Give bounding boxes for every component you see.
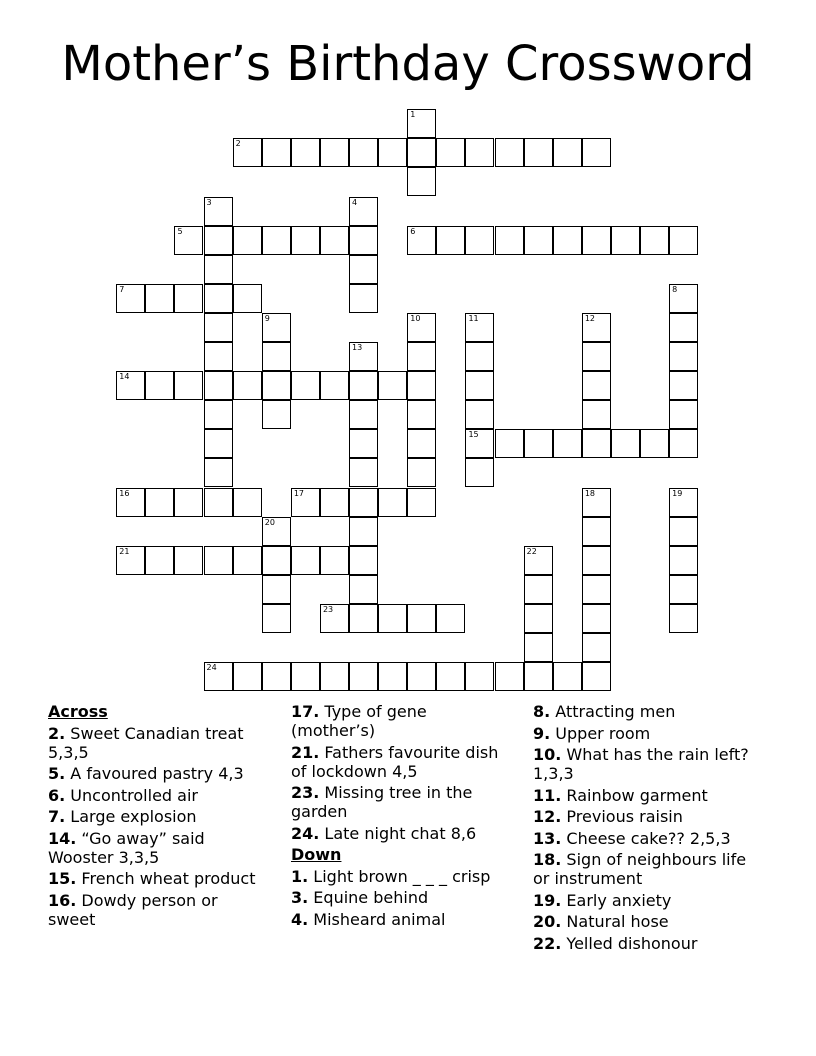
grid-cell[interactable] xyxy=(320,662,349,691)
grid-cell[interactable] xyxy=(349,662,378,691)
grid-cell[interactable] xyxy=(262,371,291,400)
clue-item xyxy=(533,745,763,783)
clue-item-text: A favoured pastry 4,3 xyxy=(65,764,244,783)
grid-cell[interactable] xyxy=(407,662,436,691)
grid-cell[interactable] xyxy=(204,488,233,517)
grid-cell[interactable] xyxy=(436,604,465,633)
grid-cell[interactable] xyxy=(582,662,611,691)
clue-item-text: Late night chat 8,6 xyxy=(319,823,477,843)
grid-cell[interactable] xyxy=(174,226,203,255)
grid-cell[interactable] xyxy=(407,371,436,400)
grid-cell[interactable] xyxy=(582,517,611,546)
clue-item-text: Attracting men xyxy=(550,702,676,721)
grid-cell[interactable] xyxy=(407,109,436,138)
grid-cell[interactable] xyxy=(524,546,553,575)
clue-item-text: Missing tree in the garden xyxy=(291,783,473,821)
clue-item-text: Cheese cake?? 2,5,3 xyxy=(561,828,731,848)
grid-cell[interactable] xyxy=(174,488,203,517)
grid-cell[interactable] xyxy=(349,284,378,313)
grid-cell[interactable] xyxy=(407,488,436,517)
grid-cell[interactable] xyxy=(349,575,378,604)
grid-cell[interactable] xyxy=(407,226,436,255)
clue-item-number: 6. xyxy=(48,785,66,805)
grid-cell[interactable] xyxy=(495,429,524,458)
grid-cell[interactable] xyxy=(495,226,524,255)
grid-cell[interactable] xyxy=(349,546,378,575)
grid-cell[interactable] xyxy=(465,400,494,429)
clue-item xyxy=(533,912,763,931)
clue-item xyxy=(291,743,513,781)
clue-item xyxy=(291,867,513,886)
clue-item-number: 9. xyxy=(533,723,551,743)
grid-cell[interactable] xyxy=(233,662,262,691)
clue-item-text: Rainbow garment xyxy=(561,785,708,805)
grid-cell[interactable] xyxy=(204,342,233,371)
grid-cell[interactable] xyxy=(407,167,436,196)
grid-cell[interactable] xyxy=(291,488,320,517)
grid-cell[interactable] xyxy=(669,604,698,633)
grid-cell[interactable] xyxy=(465,458,494,487)
clue-item-text: Type of gene (mother’s) xyxy=(291,702,427,740)
grid-cell[interactable] xyxy=(204,284,233,313)
clue-item xyxy=(533,891,763,910)
clue-number: 17 xyxy=(293,488,305,498)
grid-cell[interactable] xyxy=(669,546,698,575)
clue-item xyxy=(291,824,513,843)
clue-number: 1 xyxy=(410,110,416,120)
clue-item-text: Equine behind xyxy=(308,888,429,907)
grid-cell[interactable] xyxy=(640,429,669,458)
clue-number: 20 xyxy=(264,517,275,527)
grid-cell[interactable] xyxy=(582,226,611,255)
clue-number: 21 xyxy=(119,546,130,556)
grid-cell[interactable] xyxy=(669,575,698,604)
clue-item-number: 20. xyxy=(533,912,562,931)
grid-cell[interactable] xyxy=(204,546,233,575)
page-title: Mother’s Birthday Crossword xyxy=(61,36,755,92)
grid-cell[interactable] xyxy=(524,429,553,458)
grid-cell[interactable] xyxy=(349,226,378,255)
grid-cell[interactable] xyxy=(204,313,233,342)
grid-cell[interactable] xyxy=(407,429,436,458)
clue-number: 8 xyxy=(672,284,678,294)
grid-cell[interactable] xyxy=(669,371,698,400)
grid-cell[interactable] xyxy=(582,400,611,429)
clue-item-number: 3. xyxy=(291,888,309,907)
clue-item-number: 4. xyxy=(291,909,309,929)
grid-cell[interactable] xyxy=(582,138,611,167)
clues-column-3 xyxy=(533,702,763,955)
grid-cell[interactable] xyxy=(233,546,262,575)
clue-number: 4 xyxy=(352,197,358,207)
clue-item xyxy=(533,807,763,826)
grid-cell[interactable] xyxy=(262,226,291,255)
clue-item-number: 8. xyxy=(533,702,551,721)
clue-number: 22 xyxy=(526,546,537,556)
grid-cell[interactable] xyxy=(291,226,320,255)
grid-cell[interactable] xyxy=(320,488,349,517)
clue-item xyxy=(48,724,270,762)
clue-item xyxy=(48,829,270,867)
grid-cell[interactable] xyxy=(465,138,494,167)
grid-cell[interactable] xyxy=(407,458,436,487)
grid-cell[interactable] xyxy=(291,138,320,167)
clue-number: 12 xyxy=(584,313,596,323)
grid-cell[interactable] xyxy=(291,662,320,691)
clue-number: 18 xyxy=(584,488,596,498)
grid-cell[interactable] xyxy=(349,488,378,517)
clue-number: 6 xyxy=(410,226,416,236)
grid-cell[interactable] xyxy=(669,284,698,313)
grid-cell[interactable] xyxy=(204,400,233,429)
grid-cell[interactable] xyxy=(378,138,407,167)
clue-item-text: Sweet Canadian treat 5,3,5 xyxy=(48,723,244,762)
clue-item-text: Uncontrolled air xyxy=(65,785,198,805)
grid-cell[interactable] xyxy=(378,488,407,517)
grid-cell[interactable] xyxy=(145,371,174,400)
grid-cell[interactable] xyxy=(524,138,553,167)
clue-number: 3 xyxy=(206,197,212,207)
clue-item xyxy=(533,829,763,848)
clue-number: 13 xyxy=(352,343,363,353)
grid-cell[interactable] xyxy=(320,604,349,633)
grid-cell[interactable] xyxy=(349,371,378,400)
grid-cell[interactable] xyxy=(582,546,611,575)
grid-cell[interactable] xyxy=(320,138,349,167)
clue-item xyxy=(291,888,513,907)
grid-cell[interactable] xyxy=(349,604,378,633)
grid-cell[interactable] xyxy=(116,488,145,517)
grid-cell[interactable] xyxy=(436,138,465,167)
clue-item-number: 23. xyxy=(291,783,320,802)
grid-cell[interactable] xyxy=(407,400,436,429)
grid-cell[interactable] xyxy=(262,575,291,604)
clue-item-text: French wheat product xyxy=(76,869,256,888)
clue-item-number: 15. xyxy=(48,869,77,888)
clue-item-number: 10. xyxy=(533,745,562,764)
grid-cell[interactable] xyxy=(524,604,553,633)
grid-cell[interactable] xyxy=(669,342,698,371)
grid-cell[interactable] xyxy=(378,604,407,633)
grid-cell[interactable] xyxy=(204,662,233,691)
grid-cell[interactable] xyxy=(465,226,494,255)
clue-item-number: 16. xyxy=(48,890,77,910)
grid-cell[interactable] xyxy=(291,371,320,400)
clue-number: 24 xyxy=(206,663,217,673)
clue-item xyxy=(48,891,270,929)
grid-cell[interactable] xyxy=(349,517,378,546)
grid-cell[interactable] xyxy=(524,662,553,691)
grid-cell[interactable] xyxy=(640,226,669,255)
grid-cell[interactable] xyxy=(145,488,174,517)
clue-number: 19 xyxy=(672,488,683,498)
clue-item-text: Sign of neighbours life or instrument xyxy=(533,850,747,888)
clue-item-text: Misheard animal xyxy=(308,909,446,929)
grid-cell[interactable] xyxy=(669,226,698,255)
grid-cell[interactable] xyxy=(349,342,378,371)
grid-cell[interactable] xyxy=(174,284,203,313)
grid-cell[interactable] xyxy=(582,371,611,400)
grid-cell[interactable] xyxy=(174,546,203,575)
clue-item xyxy=(533,934,763,953)
clue-item-number: 11. xyxy=(533,785,562,805)
grid-cell[interactable] xyxy=(262,138,291,167)
clue-item xyxy=(291,783,513,821)
grid-cell[interactable] xyxy=(320,546,349,575)
clue-number: 23 xyxy=(322,604,334,614)
clue-item xyxy=(291,702,513,740)
clue-number: 16 xyxy=(119,488,130,498)
clue-item-text: Dowdy person or sweet xyxy=(48,890,218,929)
grid-cell[interactable] xyxy=(524,575,553,604)
grid-cell[interactable] xyxy=(233,371,262,400)
grid-cell[interactable] xyxy=(407,604,436,633)
grid-cell[interactable] xyxy=(204,197,233,226)
grid-cell[interactable] xyxy=(204,255,233,284)
grid-cell[interactable] xyxy=(553,138,582,167)
clue-number: 7 xyxy=(119,284,125,294)
clue-item xyxy=(48,764,270,783)
grid-cell[interactable] xyxy=(611,429,640,458)
grid-cell[interactable] xyxy=(436,662,465,691)
grid-cell[interactable] xyxy=(611,226,640,255)
clue-item-number: 7. xyxy=(48,807,66,826)
grid-cell[interactable] xyxy=(262,517,291,546)
clue-item xyxy=(291,910,513,929)
grid-cell[interactable] xyxy=(116,546,145,575)
clue-item-text: Upper room xyxy=(550,723,651,743)
clue-item-number: 17. xyxy=(291,702,320,721)
clue-number: 14 xyxy=(119,372,130,382)
grid-cell[interactable] xyxy=(582,342,611,371)
clue-item xyxy=(533,850,763,888)
grid-cell[interactable] xyxy=(582,575,611,604)
clue-number: 10 xyxy=(410,313,421,323)
clue-number: 2 xyxy=(235,139,241,149)
clue-item xyxy=(48,807,270,826)
grid-cell[interactable] xyxy=(407,342,436,371)
grid-cell[interactable] xyxy=(669,429,698,458)
clue-item-text: What has the rain left? 1,3,3 xyxy=(533,745,749,783)
clue-item-number: 19. xyxy=(533,890,562,910)
grid-cell[interactable] xyxy=(233,226,262,255)
clue-item-number: 13. xyxy=(533,828,562,848)
grid-cell[interactable] xyxy=(262,662,291,691)
clue-item-number: 2. xyxy=(48,723,66,743)
clue-item xyxy=(533,724,763,743)
clue-item-number: 24. xyxy=(291,823,320,843)
clue-item-number: 14. xyxy=(48,828,77,848)
grid-cell[interactable] xyxy=(204,226,233,255)
grid-cell[interactable] xyxy=(262,546,291,575)
grid-cell[interactable] xyxy=(465,342,494,371)
grid-cell[interactable] xyxy=(349,138,378,167)
grid-cell[interactable] xyxy=(582,313,611,342)
grid-cell[interactable] xyxy=(320,371,349,400)
clue-number: 5 xyxy=(177,226,183,236)
grid-cell[interactable] xyxy=(436,226,465,255)
clue-item xyxy=(48,786,270,805)
grid-cell[interactable] xyxy=(116,371,145,400)
grid-cell[interactable] xyxy=(349,400,378,429)
grid-cell[interactable] xyxy=(204,429,233,458)
grid-cell[interactable] xyxy=(204,458,233,487)
grid-cell[interactable] xyxy=(553,429,582,458)
grid-cell[interactable] xyxy=(262,604,291,633)
grid-cell[interactable] xyxy=(582,604,611,633)
grid-cell[interactable] xyxy=(262,400,291,429)
clue-number: 15 xyxy=(468,430,479,440)
clue-item-number: 12. xyxy=(533,807,562,826)
grid-cell[interactable] xyxy=(349,429,378,458)
grid-cell[interactable] xyxy=(349,197,378,226)
grid-cell[interactable] xyxy=(582,488,611,517)
grid-cell[interactable] xyxy=(320,226,349,255)
grid-cell[interactable] xyxy=(495,662,524,691)
clues-column-2 xyxy=(291,702,513,931)
clue-item-text: Previous raisin xyxy=(561,807,683,826)
clue-number: 11 xyxy=(468,313,479,323)
grid-cell[interactable] xyxy=(582,429,611,458)
clue-item xyxy=(533,786,763,805)
clue-item-number: 1. xyxy=(291,866,309,886)
grid-cell[interactable] xyxy=(378,662,407,691)
clue-item-text: Large explosion xyxy=(65,807,197,826)
grid-cell[interactable] xyxy=(145,284,174,313)
grid-cell[interactable] xyxy=(465,662,494,691)
grid-cell[interactable] xyxy=(524,633,553,662)
clue-item-text: Natural hose xyxy=(561,912,669,931)
grid-cell[interactable] xyxy=(669,313,698,342)
grid-cell[interactable] xyxy=(233,488,262,517)
down-heading: Down xyxy=(291,845,342,864)
clue-item-number: 18. xyxy=(533,850,562,869)
grid-cell[interactable] xyxy=(378,371,407,400)
clue-item-text: Yelled dishonour xyxy=(561,933,698,953)
grid-cell[interactable] xyxy=(553,662,582,691)
grid-cell[interactable] xyxy=(233,138,262,167)
clue-item-text: Light brown _ _ _ crisp xyxy=(308,866,491,886)
grid-cell[interactable] xyxy=(116,284,145,313)
grid-cell[interactable] xyxy=(582,633,611,662)
grid-cell[interactable] xyxy=(291,546,320,575)
grid-cell[interactable] xyxy=(669,400,698,429)
grid-cell[interactable] xyxy=(349,458,378,487)
grid-cell[interactable] xyxy=(204,371,233,400)
clue-item xyxy=(533,702,763,721)
grid-cell[interactable] xyxy=(233,284,262,313)
grid-cell[interactable] xyxy=(465,313,494,342)
across-heading: Across xyxy=(48,702,108,721)
clue-number: 9 xyxy=(264,313,270,323)
grid-cell[interactable] xyxy=(262,313,291,342)
grid-cell[interactable] xyxy=(349,255,378,284)
clue-item-text: Fathers favourite dish of lockdown 4,5 xyxy=(291,742,499,781)
clue-item-number: 21. xyxy=(291,742,320,762)
grid-cell[interactable] xyxy=(669,517,698,546)
clue-item-text: “Go away” said Wooster 3,3,5 xyxy=(48,828,205,867)
grid-cell[interactable] xyxy=(553,226,582,255)
grid-cell[interactable] xyxy=(407,138,436,167)
grid-cell[interactable] xyxy=(465,429,494,458)
clue-item-number: 22. xyxy=(533,933,562,953)
grid-cell[interactable] xyxy=(465,371,494,400)
clues-column-1 xyxy=(48,702,270,931)
clue-item-number: 5. xyxy=(48,764,66,783)
grid-cell[interactable] xyxy=(262,342,291,371)
grid-cell[interactable] xyxy=(524,226,553,255)
grid-cell[interactable] xyxy=(669,488,698,517)
grid-cell[interactable] xyxy=(495,138,524,167)
clue-item xyxy=(48,869,270,888)
clue-item-text: Early anxiety xyxy=(561,890,672,910)
grid-cell[interactable] xyxy=(145,546,174,575)
grid-cell[interactable] xyxy=(174,371,203,400)
grid-cell[interactable] xyxy=(407,313,436,342)
